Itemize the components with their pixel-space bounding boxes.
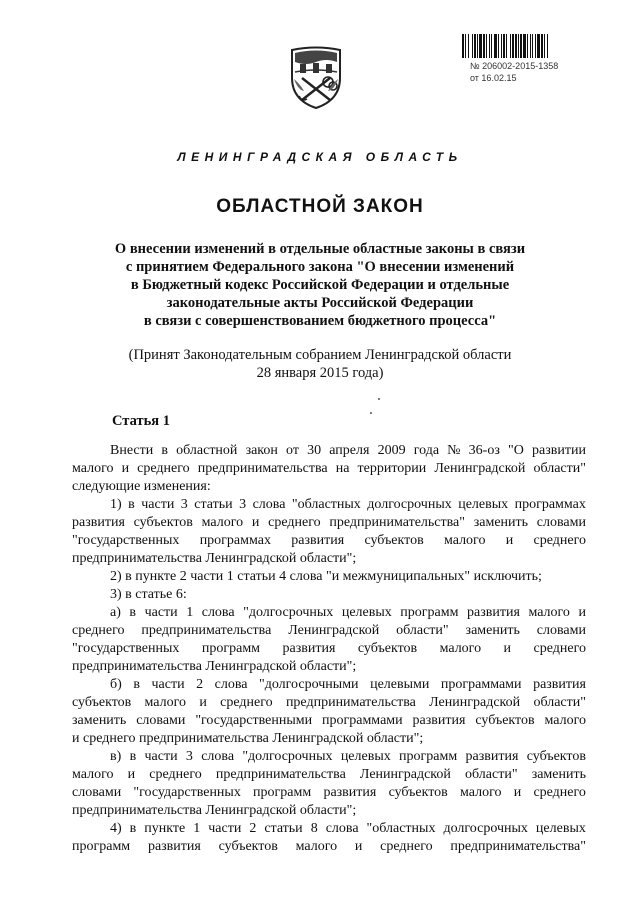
- body-line: 2) в пункте 2 части 1 статьи 4 слова "и межмуниципальных" исключить;: [110, 569, 542, 584]
- body-word: среднего: [380, 839, 433, 854]
- body-word: предпринимательства: [285, 695, 416, 710]
- registration-date: от 16.02.15: [470, 73, 517, 83]
- body-word: 8: [310, 821, 318, 836]
- body-line: предпринимательства Ленинградской области";: [72, 803, 357, 818]
- body-word: слова: [252, 497, 286, 512]
- body-word: развития: [291, 533, 345, 548]
- body-line: [72, 496, 586, 514]
- body-line: [72, 820, 586, 838]
- body-word: в: [128, 497, 135, 512]
- body-word: среднего: [533, 785, 586, 800]
- body-word: и: [251, 515, 260, 530]
- body-word: 2: [249, 821, 257, 836]
- body-line: [72, 784, 586, 802]
- body-word: территории: [357, 461, 427, 476]
- body-word: среднего: [220, 695, 273, 710]
- body-line: и среднего предпринимательства Ленинградской области";: [72, 731, 424, 746]
- adoption-note-line: (Принят Законодательным собранием Ленинградской области: [128, 347, 512, 363]
- body-word: малого: [544, 713, 586, 728]
- body-line: [72, 604, 586, 622]
- body-line: [72, 838, 586, 856]
- body-word: закон: [245, 443, 278, 458]
- body-word: целевыми: [370, 677, 430, 692]
- body-line: [72, 514, 586, 532]
- body-word: субъектов: [133, 515, 193, 530]
- body-word: и: [513, 785, 522, 800]
- body-word: малого: [295, 839, 338, 854]
- body-word: "государственных: [133, 785, 241, 800]
- body-word: среднего: [72, 623, 125, 638]
- body-word: части: [151, 677, 185, 692]
- body-word: и: [503, 641, 512, 656]
- document-type-heading: ОБЛАСТНОЙ ЗАКОН: [216, 196, 424, 217]
- body-word: среднего: [533, 533, 586, 548]
- body-word: части: [141, 497, 175, 512]
- body-word: заменить: [531, 767, 586, 782]
- body-word: субъектов: [475, 713, 535, 728]
- body-word: развития: [412, 713, 466, 728]
- body-word: субъектов: [72, 695, 132, 710]
- body-word: развития: [282, 641, 336, 656]
- body-word: "долгосрочных: [242, 749, 333, 764]
- body-word: предпринимательства: [141, 623, 272, 638]
- body-word: развития: [72, 515, 125, 530]
- body-word: программ: [399, 749, 458, 764]
- body-word: предпринимательства: [197, 461, 328, 476]
- body-word: предпринимательства: [215, 767, 346, 782]
- body-word: слова: [325, 821, 359, 836]
- article-body: [72, 442, 586, 856]
- body-word: развития: [465, 749, 519, 764]
- body-word: областной: [176, 443, 238, 458]
- body-word: 36-оз: [468, 443, 500, 458]
- body-word: субъектов: [218, 839, 278, 854]
- body-word: малого: [460, 785, 502, 800]
- body-word: среднего: [268, 515, 321, 530]
- body-word: целевых: [458, 497, 509, 512]
- body-word: программ: [253, 785, 312, 800]
- body-line: [72, 442, 586, 460]
- body-word: Внести: [110, 443, 154, 458]
- body-word: и: [505, 533, 514, 548]
- body-word: части: [144, 749, 178, 764]
- body-word: 3: [185, 749, 193, 764]
- adoption-note: [70, 346, 570, 382]
- body-word: программами: [322, 713, 403, 728]
- body-word: малого: [72, 767, 114, 782]
- body-word: части: [144, 605, 178, 620]
- body-word: развития: [147, 839, 201, 854]
- body-word: программ: [400, 605, 459, 620]
- body-word: области": [396, 623, 449, 638]
- body-word: слова: [201, 749, 235, 764]
- body-word: слова: [214, 677, 248, 692]
- body-word: целевых: [341, 605, 392, 620]
- body-word: в): [110, 749, 122, 764]
- body-word: заменить: [465, 623, 520, 638]
- body-word: "областных: [366, 821, 436, 836]
- body-word: программами: [440, 677, 522, 692]
- body-word: словами: [536, 623, 586, 638]
- body-word: заменить: [473, 515, 529, 530]
- body-word: области": [465, 767, 518, 782]
- law-title-line: с принятием Федерального закона "О внесении изменений: [125, 259, 515, 275]
- body-word: и: [127, 767, 136, 782]
- body-word: субъектов: [526, 749, 586, 764]
- body-word: "долгосрочными: [259, 677, 359, 692]
- body-word: программ: [72, 839, 131, 854]
- body-line: [72, 766, 586, 784]
- body-word: Ленинградской: [429, 695, 521, 710]
- body-word: Ленинградской: [434, 461, 526, 476]
- law-title-line: в Бюджетный кодекс Российской Федерации и отдельные: [130, 277, 510, 293]
- body-word: 1): [110, 497, 122, 512]
- body-word: долгосрочных: [443, 821, 528, 836]
- body-word: малого: [72, 461, 114, 476]
- body-word: статьи: [264, 821, 303, 836]
- body-line: 3) в статье 6:: [110, 587, 187, 602]
- body-word: субъектов: [364, 533, 424, 548]
- body-word: малого: [144, 695, 187, 710]
- body-word: в: [129, 605, 137, 620]
- body-line: [72, 676, 586, 694]
- body-word: №: [447, 443, 461, 458]
- body-word: долгосрочных: [367, 497, 452, 512]
- body-word: "государственных: [72, 533, 180, 548]
- body-word: малого: [201, 515, 244, 530]
- body-word: малого: [439, 641, 482, 656]
- law-title-line: О внесении изменений в отдельные областные законы в связи: [114, 241, 526, 257]
- body-word: 3: [180, 497, 188, 512]
- body-word: среднего: [149, 767, 202, 782]
- body-word: в: [129, 749, 137, 764]
- body-word: среднего: [533, 641, 586, 656]
- body-word: года: [413, 443, 440, 458]
- body-line: [72, 712, 586, 730]
- body-word: среднего: [137, 461, 190, 476]
- registration-stamp: [470, 60, 558, 84]
- registration-number: № 206002-2015-1358: [470, 61, 559, 71]
- barcode-icon: [462, 34, 594, 58]
- body-word: а): [110, 605, 121, 620]
- body-word: в: [161, 443, 168, 458]
- body-word: 3: [239, 497, 247, 512]
- body-word: словами: [136, 713, 186, 728]
- law-title: [70, 240, 570, 330]
- body-word: развития: [323, 785, 377, 800]
- body-word: словами: [536, 515, 586, 530]
- body-word: развития: [467, 605, 520, 620]
- coat-of-arms-icon: [288, 44, 344, 110]
- body-word: "областных: [291, 497, 361, 512]
- law-title-line: законодательные акты Российской Федерации: [166, 295, 474, 311]
- body-word: апреля: [329, 443, 370, 458]
- body-word: пункте: [144, 821, 186, 836]
- barcode-bar: [548, 34, 550, 58]
- body-word: области": [533, 461, 586, 476]
- body-word: в: [133, 677, 140, 692]
- body-word: и: [199, 695, 207, 710]
- body-word: программах: [514, 497, 586, 512]
- body-line: следующие изменения:: [72, 479, 211, 494]
- body-line: предпринимательства Ленинградской области";: [72, 659, 357, 674]
- region-heading: ЛЕНИНГРАДСКАЯ ОБЛАСТЬ: [177, 150, 463, 164]
- body-word: "государственными: [195, 713, 313, 728]
- article-heading: Статья 1: [112, 413, 170, 429]
- body-word: Ленинградской: [288, 623, 380, 638]
- body-word: на: [335, 461, 350, 476]
- body-word: и: [354, 839, 363, 854]
- body-line: [72, 694, 586, 712]
- body-word: заменить: [72, 713, 127, 728]
- body-line: [72, 748, 586, 766]
- body-word: б): [110, 677, 122, 692]
- body-word: и: [121, 461, 130, 476]
- body-word: 2: [196, 677, 204, 692]
- body-word: субъектов: [388, 785, 448, 800]
- body-line: [72, 622, 586, 640]
- body-word: малого: [528, 605, 570, 620]
- body-word: 30: [307, 443, 322, 458]
- body-line: [72, 532, 586, 550]
- body-word: Ленинградской: [359, 767, 451, 782]
- body-word: субъектов: [357, 641, 418, 656]
- scan-speck: [378, 398, 380, 400]
- body-word: развитии: [531, 443, 586, 458]
- body-word: "О: [508, 443, 524, 458]
- body-word: малого: [443, 533, 486, 548]
- body-word: в: [129, 821, 137, 836]
- body-word: целевых: [340, 749, 391, 764]
- body-word: и: [578, 605, 586, 620]
- law-title-line: в связи с совершенствованием бюджетного процесса": [143, 313, 497, 329]
- body-word: "государственных: [72, 641, 180, 656]
- body-word: предпринимательства": [329, 515, 465, 530]
- scan-speck: [370, 412, 372, 414]
- body-line: [72, 640, 586, 658]
- body-word: программ: [201, 641, 261, 656]
- body-word: 1: [193, 821, 201, 836]
- body-word: словами: [72, 785, 122, 800]
- adoption-note-line: 28 января 2015 года): [256, 365, 384, 381]
- body-word: предпринимательства": [450, 839, 586, 854]
- body-word: части: [208, 821, 242, 836]
- body-word: 2009: [377, 443, 406, 458]
- body-word: слова: [201, 605, 235, 620]
- body-word: области": [533, 695, 586, 710]
- body-word: 1: [186, 605, 194, 620]
- body-line: [72, 460, 586, 478]
- body-word: статьи: [194, 497, 233, 512]
- body-word: от: [286, 443, 299, 458]
- body-word: развития: [533, 677, 586, 692]
- body-line: предпринимательства Ленинградской области";: [72, 551, 357, 566]
- body-word: "долгосрочных: [243, 605, 334, 620]
- body-word: программах: [199, 533, 271, 548]
- body-word: целевых: [535, 821, 586, 836]
- body-word: 4): [110, 821, 122, 836]
